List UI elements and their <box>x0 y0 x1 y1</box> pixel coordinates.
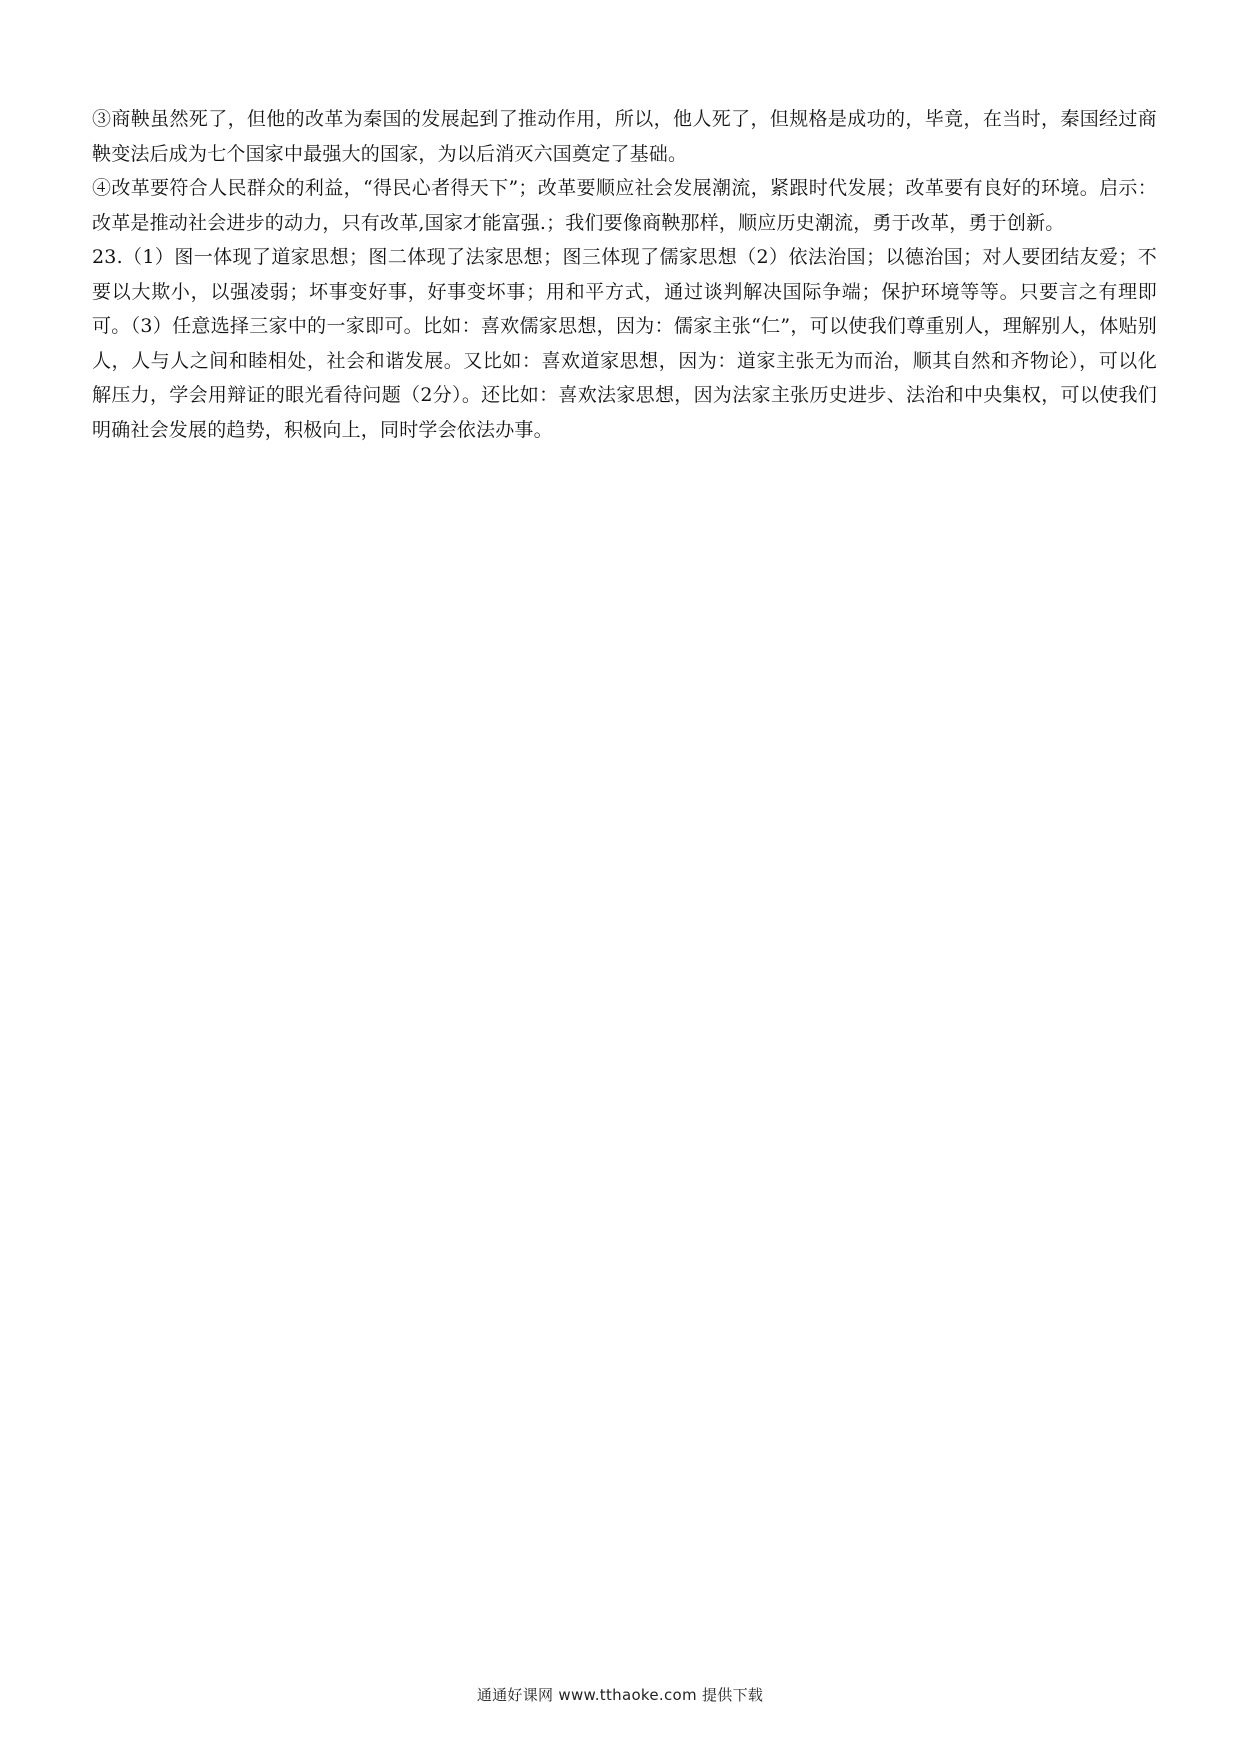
page-footer: 通通好课网 www.tthaoke.com 提供下载 <box>476 1686 764 1704</box>
document-body <box>92 102 1157 447</box>
answer-paragraph-23: 23.（1）图一体现了道家思想；图二体现了法家思想；图三体现了儒家思想（2）依法治国；以德治国；对人要团结友爱；不要以大欺小，以强凌弱；坏事变好事，好事变坏事；用和平方式，通过谈判解决国际争端；保护环境等等。只要言之有理即可。（3）任意选择三家中的一家即可。比如：喜欢儒家思想，因为：儒家主张“仁”，可以使我们尊重别人，理解别人，体贴别人，人与人之间和睦相处，社会和谐发展。又比如：喜欢道家思想，因为：道家主张无为而治，顺其自然和齐物论），可以化解压力，学会用辩证的眼光看待问题（2分）。还比如：喜欢法家思想，因为法家主张历史进步、法治和中央集权，可以使我们明确社会发展的趋势，积极向上，同时学会依法办事。 <box>92 246 1157 441</box>
answer-paragraph-3: ③商鞅虽然死了，但他的改革为秦国的发展起到了推动作用，所以，他人死了，但规格是成功的，毕竟，在当时，秦国经过商鞅变法后成为七个国家中最强大的国家，为以后消灭六国奠定了基础。 <box>92 108 1157 165</box>
answer-paragraph-4: ④改革要符合人民群众的利益，“得民心者得天下”；改革要顺应社会发展潮流，紧跟时代发展；改革要有良好的环境。启示：改革是推动社会进步的动力，只有改革,国家才能富强.；我们要像商鞅那样，顺应历史潮流，勇于改革，勇于创新。 <box>92 177 1157 234</box>
